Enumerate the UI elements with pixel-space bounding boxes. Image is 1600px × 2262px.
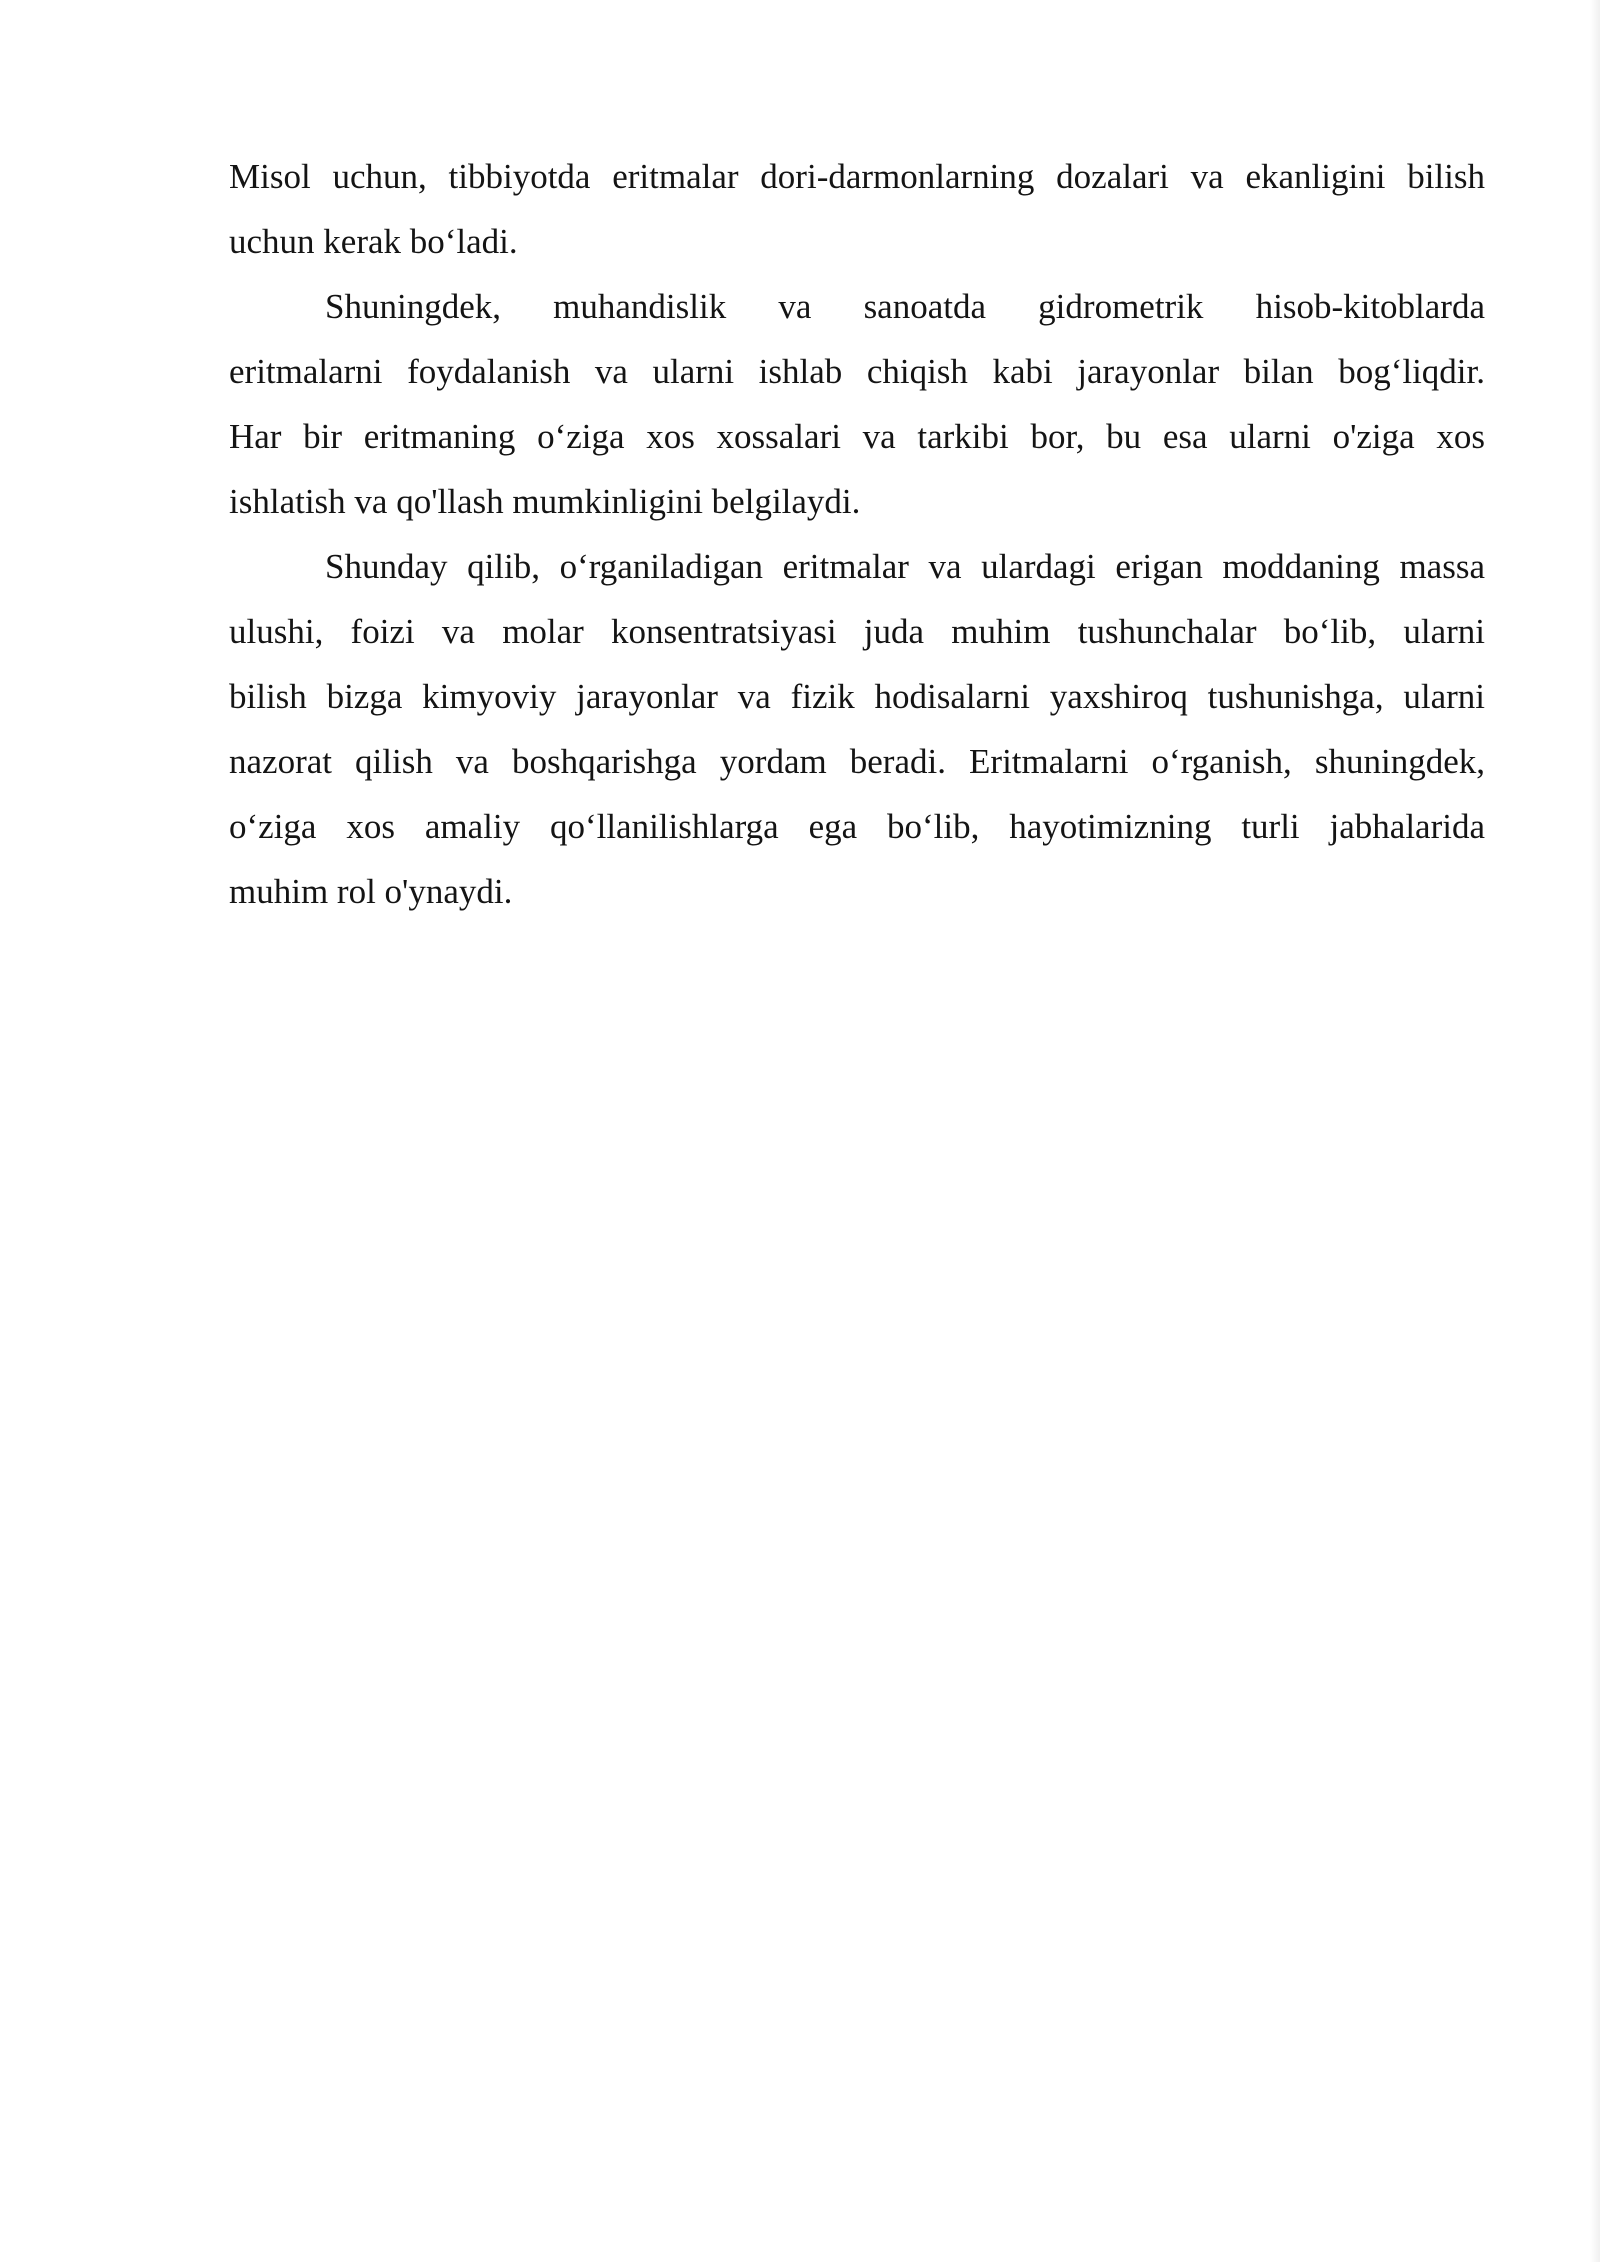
page-edge-shadow — [1590, 0, 1600, 2262]
text-line: Misol uchun, tibbiyotda eritmalar dori-darmonlarning dozalari va ekanligini bilish — [229, 157, 1485, 196]
text-line: uchun kerak bo‘ladi. — [229, 222, 518, 261]
body-text — [229, 147, 1485, 927]
text-line: eritmalarni foydalanish va ularni ishlab chiqish kabi jarayonlar bilan bog‘liqdir. — [229, 352, 1485, 391]
text-line: muhim rol o'ynaydi. — [229, 872, 513, 911]
paragraph-3 — [229, 537, 1485, 927]
text-line: ulushi, foizi va molar konsentratsiyasi juda muhim tushunchalar bo‘lib, ularni — [229, 612, 1485, 651]
text-line: Shuningdek, muhandislik va sanoatda gidrometrik hisob-kitoblarda — [325, 287, 1485, 326]
paragraph-1 — [229, 147, 1485, 277]
paragraph-2 — [229, 277, 1485, 537]
text-line: bilish bizga kimyoviy jarayonlar va fizik hodisalarni yaxshiroq tushunishga, ularni — [229, 677, 1485, 716]
text-line: ishlatish va qo'llash mumkinligini belgilaydi. — [229, 482, 861, 521]
text-line: Shunday qilib, o‘rganiladigan eritmalar va ulardagi erigan moddaning massa — [325, 547, 1485, 586]
text-line: o‘ziga xos amaliy qo‘llanilishlarga ega bo‘lib, hayotimizning turli jabhalarida — [229, 807, 1485, 846]
text-line: Har bir eritmaning o‘ziga xos xossalari va tarkibi bor, bu esa ularni o'ziga xos — [229, 417, 1485, 456]
text-line: nazorat qilish va boshqarishga yordam beradi. Eritmalarni o‘rganish, shuningdek, — [229, 742, 1485, 781]
